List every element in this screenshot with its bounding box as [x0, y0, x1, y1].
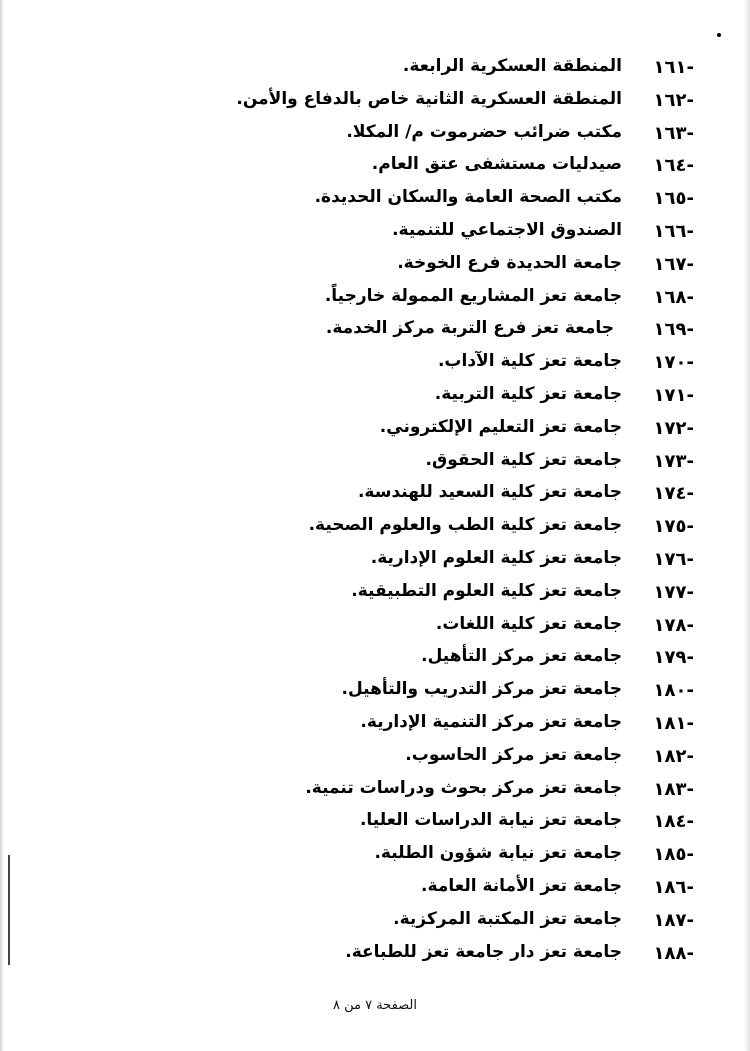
item-number: -١٧٣: [653, 450, 694, 472]
item-number: -١٧١: [653, 384, 694, 406]
list-item: [0, 840, 750, 873]
item-number: -١٨٢: [653, 745, 694, 767]
item-text: المنطقة العسكرية الثانية خاص بالدفاع والأمن.: [236, 88, 622, 109]
item-number: -١٨٣: [653, 778, 694, 800]
item-text: جامعة تعز مركز التأهيل.: [421, 646, 622, 667]
item-number: -١٨٨: [653, 942, 694, 964]
corner-dot: [717, 33, 721, 37]
item-number: -١٧٩: [653, 647, 694, 669]
list-item: [0, 414, 750, 447]
list-item: [0, 447, 750, 480]
item-text: جامعة تعز المشاريع الممولة خارجياً.: [324, 285, 622, 306]
list-item: [0, 512, 750, 545]
item-number: -١٦٣: [653, 122, 694, 144]
item-text: جامعة تعز مركز بحوث ودراسات تنمية.: [305, 777, 622, 798]
item-text: جامعة تعز كلية اللغات.: [435, 613, 622, 634]
item-text: جامعة تعز كلية الطب والعلوم الصحية.: [308, 515, 622, 536]
item-text: جامعة تعز كلية الحقوق.: [425, 449, 622, 470]
page-footer: الصفحة ٧ من ٨: [332, 998, 417, 1013]
list-item: [0, 381, 750, 414]
item-text: جامعة تعز مركز التنمية الإدارية.: [360, 711, 622, 732]
item-text: مكتب ضرائب حضرموت م/ المكلا.: [346, 121, 622, 142]
item-text: جامعة تعز كلية الآداب.: [437, 351, 622, 372]
list-item: [0, 873, 750, 906]
list-item: [0, 676, 750, 709]
item-text: جامعة تعز دار جامعة تعز للطباعة.: [345, 941, 622, 962]
item-text: جامعة تعز المكتبة المركزية.: [393, 908, 622, 929]
item-number: -١٨١: [653, 712, 694, 734]
item-number: -١٨٧: [653, 909, 694, 931]
item-number: -١٦١: [653, 57, 694, 78]
list-item: [0, 939, 750, 972]
item-number: -١٧٥: [653, 516, 694, 538]
list-item: [0, 315, 750, 348]
item-number: -١٨٥: [653, 844, 694, 866]
item-number: -١٦٩: [653, 319, 694, 341]
item-number: -١٦٥: [653, 188, 694, 210]
item-number: -١٦٨: [653, 286, 694, 308]
list-item: [0, 479, 750, 512]
list-item: [0, 151, 750, 184]
item-number: -١٨٦: [653, 876, 694, 898]
list-item: [0, 775, 750, 808]
list-item: [0, 184, 750, 217]
item-number: -١٦٧: [653, 253, 694, 275]
item-number: -١٧٦: [653, 548, 694, 570]
item-text: جامعة تعز الأمانة العامة.: [421, 875, 622, 896]
item-text: جامعة تعز كلية السعيد للهندسة.: [357, 482, 622, 503]
list-item: [0, 611, 750, 644]
list-item: [0, 545, 750, 578]
item-text: صيدليات مستشفى عتق العام.: [371, 154, 622, 175]
item-number: -١٦٤: [653, 155, 694, 177]
item-number: -١٧٨: [653, 614, 694, 636]
item-text: مكتب الصحة العامة والسكان الحديدة.: [314, 187, 622, 208]
item-number: -١٦٢: [653, 89, 694, 111]
list-item: [0, 283, 750, 316]
item-text: جامعة تعز التعليم الإلكتروني.: [379, 416, 622, 437]
list-item: [0, 53, 750, 86]
item-number: -١٧٤: [653, 483, 694, 505]
item-text: جامعة تعز نيابة الدراسات العليا.: [359, 810, 622, 831]
list-item: [0, 906, 750, 939]
entity-list: [0, 53, 750, 971]
item-text: جامعة تعز كلية العلوم التطبيقية.: [351, 580, 622, 601]
item-number: -١٦٦: [653, 220, 694, 242]
list-item: [0, 709, 750, 742]
item-text: جامعة تعز فرع التربة مركز الخدمة.: [325, 318, 614, 339]
list-item: [0, 250, 750, 283]
item-text: جامعة تعز مركز التدريب والتأهيل.: [341, 679, 622, 700]
item-text: جامعة تعز نيابة شؤون الطلبة.: [374, 843, 622, 864]
item-text: جامعة تعز كلية التربية.: [434, 383, 622, 404]
list-item: [0, 119, 750, 152]
list-item: [0, 643, 750, 676]
list-item: [0, 86, 750, 119]
item-text: جامعة تعز مركز الحاسوب.: [405, 744, 622, 765]
item-number: -١٨٤: [653, 811, 694, 833]
list-item: [0, 807, 750, 840]
item-text: المنطقة العسكرية الرابعة.: [402, 56, 622, 76]
list-item: [0, 217, 750, 250]
list-item: [0, 578, 750, 611]
item-number: -١٧٠: [653, 352, 694, 374]
item-number: -١٨٠: [653, 680, 694, 702]
item-text: جامعة الحديدة فرع الخوخة.: [397, 252, 622, 273]
list-item: [0, 742, 750, 775]
item-number: -١٧٧: [653, 581, 694, 603]
list-item: [0, 348, 750, 381]
item-text: الصندوق الاجتماعي للتنمية.: [392, 219, 622, 240]
item-text: جامعة تعز كلية العلوم الإدارية.: [370, 547, 622, 568]
item-number: -١٧٢: [653, 417, 694, 439]
